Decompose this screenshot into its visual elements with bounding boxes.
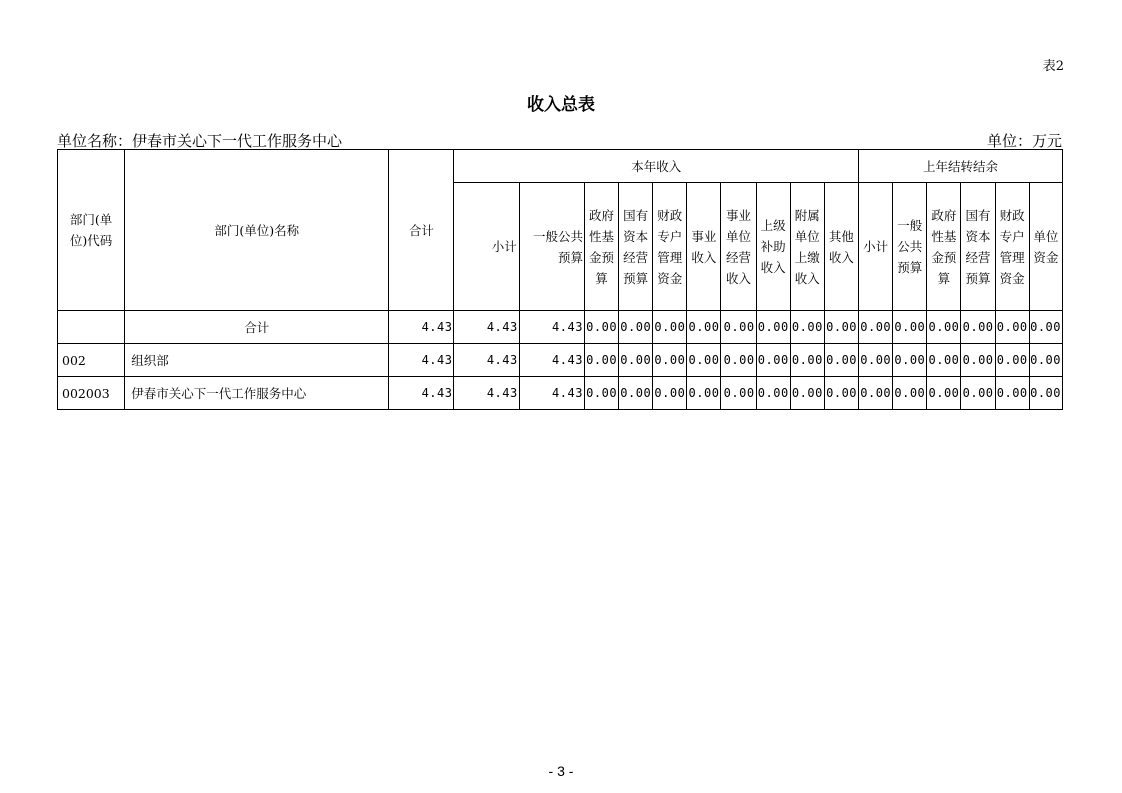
header-total: 合计 <box>389 150 454 311</box>
row-value: 0.00 <box>927 377 961 410</box>
table-row <box>58 344 1063 377</box>
header-cy-subtotal: 小计 <box>454 183 519 311</box>
header-dept-name: 部门(单位)名称 <box>125 150 389 311</box>
header-cy-superior: 上级补助收入 <box>756 183 790 311</box>
row-value: 0.00 <box>859 377 893 410</box>
row-value: 4.43 <box>389 344 454 377</box>
row-value: 0.00 <box>1029 311 1062 344</box>
row-value: 4.43 <box>454 311 519 344</box>
row-value: 0.00 <box>824 311 858 344</box>
row-value: 0.00 <box>653 311 687 344</box>
row-value: 0.00 <box>584 311 618 344</box>
row-value: 4.43 <box>519 344 584 377</box>
header-dept-code: 部门(单位)代码 <box>58 150 125 311</box>
row-value: 0.00 <box>619 311 653 344</box>
row-value: 0.00 <box>584 377 618 410</box>
row-value: 0.00 <box>893 377 927 410</box>
row-value: 0.00 <box>961 344 995 377</box>
row-value: 0.00 <box>859 311 893 344</box>
row-value: 0.00 <box>1029 344 1062 377</box>
header-co-fiscal-special: 财政专户管理资金 <box>995 183 1029 311</box>
row-value: 0.00 <box>995 344 1029 377</box>
row-value: 0.00 <box>619 377 653 410</box>
header-cy-operating: 事业单位经营收入 <box>721 183 756 311</box>
row-value: 0.00 <box>584 344 618 377</box>
row-name: 合计 <box>125 311 389 344</box>
unit-label: 单位：万元 <box>986 132 1062 150</box>
row-name: 组织部 <box>125 344 389 377</box>
row-value: 4.43 <box>454 377 519 410</box>
row-value: 0.00 <box>790 344 824 377</box>
row-value: 4.43 <box>519 377 584 410</box>
row-value: 0.00 <box>893 311 927 344</box>
row-value: 4.43 <box>454 344 519 377</box>
row-value: 0.00 <box>893 344 927 377</box>
header-co-state-capital: 国有资本经营预算 <box>961 183 995 311</box>
header-co-gov-fund: 政府性基金预算 <box>927 183 961 311</box>
row-value: 0.00 <box>790 311 824 344</box>
unit-name: 单位名称：伊春市关心下一代工作服务中心 <box>57 132 343 150</box>
row-value: 0.00 <box>824 377 858 410</box>
row-value: 4.43 <box>389 377 454 410</box>
page-number: - 3 - <box>548 763 574 779</box>
table-row <box>58 311 1063 344</box>
row-value: 0.00 <box>824 344 858 377</box>
row-value: 0.00 <box>961 311 995 344</box>
row-value: 0.00 <box>687 377 721 410</box>
income-summary-table <box>57 149 1063 410</box>
header-co-unit-funds: 单位资金 <box>1029 183 1062 311</box>
row-value: 0.00 <box>687 344 721 377</box>
row-value: 0.00 <box>961 377 995 410</box>
header-cy-state-capital: 国有资本经营预算 <box>619 183 653 311</box>
header-co-subtotal: 小计 <box>859 183 893 311</box>
row-code <box>58 311 125 344</box>
row-value: 0.00 <box>721 344 756 377</box>
header-cy-business: 事业收入 <box>687 183 721 311</box>
header-cy-other: 其他收入 <box>824 183 858 311</box>
row-code: 002003 <box>58 377 125 410</box>
row-value: 0.00 <box>687 311 721 344</box>
header-cy-gov-fund: 政府性基金预算 <box>584 183 618 311</box>
row-value: 0.00 <box>927 344 961 377</box>
table-row <box>58 377 1063 410</box>
row-value: 0.00 <box>995 311 1029 344</box>
row-value: 0.00 <box>721 377 756 410</box>
header-co-general-budget: 一般公共预算 <box>893 183 927 311</box>
row-value: 0.00 <box>756 344 790 377</box>
header-cy-general-budget: 一般公共预算 <box>519 183 584 311</box>
row-value: 4.43 <box>519 311 584 344</box>
header-current-year-income: 本年收入 <box>454 150 859 183</box>
page-title: 收入总表 <box>527 95 595 115</box>
row-code: 002 <box>58 344 125 377</box>
row-value: 0.00 <box>927 311 961 344</box>
row-value: 0.00 <box>790 377 824 410</box>
header-cy-fiscal-special: 财政专户管理资金 <box>653 183 687 311</box>
header-carryover: 上年结转结余 <box>859 150 1063 183</box>
row-value: 0.00 <box>859 344 893 377</box>
row-value: 0.00 <box>721 311 756 344</box>
row-value: 0.00 <box>995 377 1029 410</box>
row-value: 0.00 <box>619 344 653 377</box>
row-value: 0.00 <box>653 377 687 410</box>
header-cy-affiliated: 附属单位上缴收入 <box>790 183 824 311</box>
row-value: 0.00 <box>653 344 687 377</box>
table-number: 表2 <box>1042 59 1064 74</box>
row-value: 0.00 <box>756 311 790 344</box>
row-value: 0.00 <box>1029 377 1062 410</box>
row-value: 0.00 <box>756 377 790 410</box>
row-name: 伊春市关心下一代工作服务中心 <box>125 377 389 410</box>
row-value: 4.43 <box>389 311 454 344</box>
